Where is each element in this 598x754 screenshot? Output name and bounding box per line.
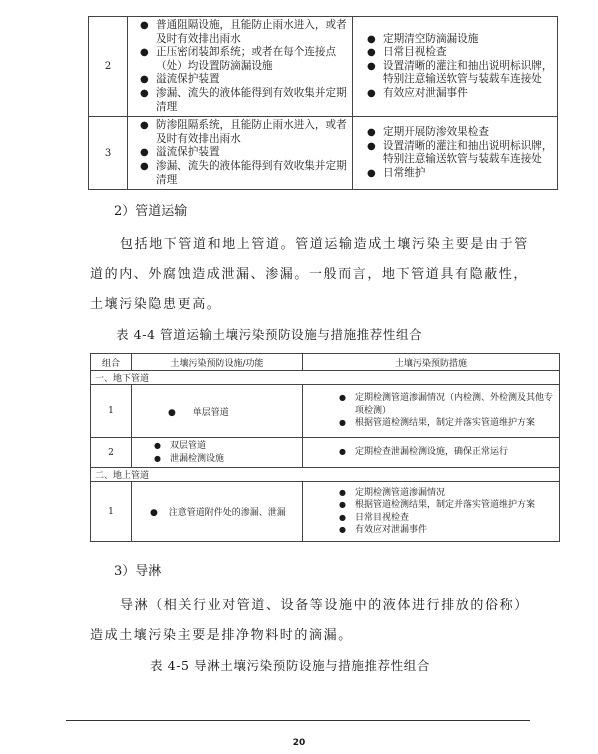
paragraph-line: 土壤污染隐患更高。 bbox=[90, 297, 222, 312]
bullet-icon: ● bbox=[367, 167, 376, 179]
list-item: ● 溢流保护装置 bbox=[140, 146, 220, 159]
list-item: ● 渗漏、流失的液体能得到有效收集并定期清理 bbox=[140, 159, 347, 186]
row-number: 1 bbox=[91, 482, 132, 542]
bullet-icon: ● bbox=[367, 87, 376, 99]
list-item: ● 定期检测管道渗漏情况（内检测、外检测及其他专项检测） bbox=[339, 393, 554, 416]
list-item: ● 有效应对泄漏事件 bbox=[367, 86, 468, 99]
list-item: ● 防渗阻隔系统，且能防止雨水进入，或者及时有效排出雨水 bbox=[140, 119, 347, 145]
list-item: ● 双层管道 bbox=[154, 441, 207, 452]
page-number: 20 bbox=[292, 738, 306, 748]
bullet-icon: ● bbox=[140, 120, 149, 132]
table-4-3-continued bbox=[88, 16, 558, 190]
bullet-icon: ● bbox=[339, 447, 346, 457]
bullet-icon: ● bbox=[154, 453, 161, 463]
column-header: 土壤污染预防设施/功能 bbox=[132, 354, 303, 371]
list-item: ● 设置清晰的灌注和抽出说明标识牌，特别注意输送软管与装载车连接处 bbox=[367, 139, 553, 166]
bullet-icon: ● bbox=[168, 407, 176, 418]
list-item: ● 定期开展防渗效果检查 bbox=[367, 125, 489, 138]
bullet-icon: ● bbox=[140, 87, 149, 99]
measures-cell bbox=[303, 385, 560, 438]
bullet-icon: ● bbox=[140, 160, 149, 172]
measures-cell bbox=[353, 117, 558, 190]
row-number: 2 bbox=[91, 438, 132, 468]
table-caption: 表 4-4 管道运输土壤污染预防设施与措施推荐性组合 bbox=[116, 327, 423, 342]
facilities-cell bbox=[128, 17, 353, 117]
table-header-row bbox=[91, 354, 560, 371]
bullet-icon: ● bbox=[140, 147, 149, 159]
table-row bbox=[89, 17, 558, 117]
footer-divider bbox=[66, 720, 530, 721]
facilities-cell: ● 单层管道 bbox=[132, 385, 303, 438]
bullet-icon: ● bbox=[140, 74, 149, 86]
list-item: ● 日常维护 bbox=[367, 166, 426, 179]
group-label: 一、地下管道 bbox=[91, 371, 560, 385]
row-number: 1 bbox=[91, 385, 132, 438]
bullet-icon: ● bbox=[150, 508, 158, 518]
list-item: ● 定期清空防滴漏设施 bbox=[367, 32, 479, 45]
table-row bbox=[91, 438, 560, 468]
list-item: ● 有效应对泄漏事件 bbox=[339, 524, 428, 535]
bullet-icon: ● bbox=[339, 500, 346, 510]
table-row bbox=[91, 482, 560, 542]
facilities-cell bbox=[128, 117, 353, 190]
paragraph-line: 导淋（相关行业对管道、设备等设施中的液体进行排放的俗称） bbox=[120, 598, 529, 613]
list-item: ● 普通阻隔设施，且能防止雨水进入，或者及时有效排出雨水 bbox=[140, 19, 347, 45]
list-item: ● 定期检测管道渗漏情况 bbox=[339, 487, 446, 498]
row-number: 2 bbox=[89, 17, 128, 117]
measures-cell bbox=[303, 482, 560, 542]
list-item: ● 日常目视检查 bbox=[339, 512, 410, 523]
paragraph-line: 包括地下管道和地上管道。管道运输造成土壤污染主要是由于管 bbox=[120, 237, 529, 252]
bullet-icon: ● bbox=[339, 393, 346, 403]
list-item: ● 正压密闭装卸系统；或者在每个连接点（处）均设置防滴漏设施 bbox=[140, 46, 337, 72]
list-item: ● 渗漏、流失的液体能得到有效收集并定期清理 bbox=[140, 86, 347, 113]
facilities-cell: ● 注意管道附件处的渗漏、泄漏 bbox=[132, 482, 303, 542]
table-row bbox=[89, 117, 558, 190]
group-label: 二、地上管道 bbox=[91, 468, 560, 482]
bullet-icon: ● bbox=[154, 441, 161, 451]
row-number: 3 bbox=[89, 117, 128, 190]
table-row bbox=[91, 385, 560, 438]
table-4-4 bbox=[90, 353, 560, 542]
group-row bbox=[91, 468, 560, 482]
bullet-icon: ● bbox=[339, 524, 346, 534]
section-heading: 3）导淋 bbox=[114, 564, 162, 579]
measures-cell bbox=[303, 438, 560, 468]
bullet-icon: ● bbox=[140, 47, 149, 59]
measures-cell bbox=[353, 17, 558, 117]
list-item: ● 泄漏检测设施 bbox=[154, 453, 225, 464]
bullet-icon: ● bbox=[339, 512, 346, 522]
bullet-icon: ● bbox=[339, 487, 346, 497]
facilities-cell bbox=[132, 438, 303, 468]
bullet-icon: ● bbox=[367, 33, 376, 45]
bullet-icon: ● bbox=[367, 140, 376, 152]
column-header: 组合 bbox=[91, 354, 132, 371]
list-item: ● 根据管道检测结果，制定并落实管道维护方案 bbox=[339, 500, 536, 511]
bullet-icon: ● bbox=[140, 20, 149, 31]
column-header: 土壤污染预防措施 bbox=[303, 354, 560, 371]
list-item: ● 定期检查泄漏检测设施，确保正常运行 bbox=[339, 447, 509, 458]
table-caption: 表 4-5 导淋土壤污染预防设施与措施推荐性组合 bbox=[150, 658, 430, 673]
paragraph-line: 道的内、外腐蚀造成泄漏、渗漏。一般而言，地下管道具有隐蔽性， bbox=[90, 267, 529, 282]
list-item: ● 溢流保护装置 bbox=[140, 73, 220, 86]
paragraph-line: 造成土壤污染主要是排净物料时的滴漏。 bbox=[90, 628, 353, 643]
section-heading: 2）管道运输 bbox=[114, 204, 188, 219]
group-row bbox=[91, 371, 560, 385]
list-item: ● 设置清晰的灌注和抽出说明标识牌，特别注意输送软管与装载车连接处 bbox=[367, 59, 553, 86]
bullet-icon: ● bbox=[339, 418, 346, 428]
bullet-icon: ● bbox=[367, 60, 376, 72]
list-item: ● 日常目视检查 bbox=[367, 46, 447, 59]
bullet-icon: ● bbox=[367, 47, 376, 59]
list-item: ● 根据管道检测结果，制定并落实管道维护方案 bbox=[339, 418, 536, 429]
bullet-icon: ● bbox=[367, 126, 376, 138]
